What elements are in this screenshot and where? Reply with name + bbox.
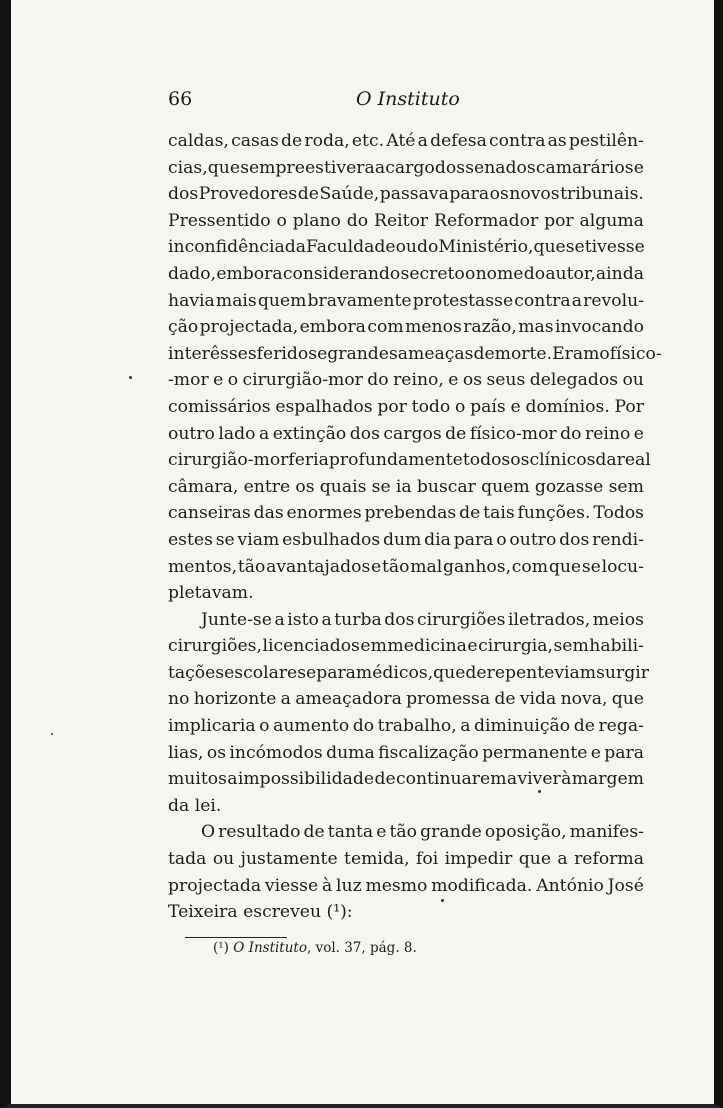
footnote — [213, 940, 417, 956]
text-line: cias, que sempre estivera a cargo dos senados camarários e — [168, 157, 644, 178]
text-line: projectada viesse à luz mesmo modificada. António José — [168, 875, 644, 896]
text-line: inconfidência da Faculdade ou do Ministério, que se tivesse — [168, 237, 645, 258]
text-line: tações escolares e paramédicos, que de repente viam surgir — [168, 662, 649, 683]
text-line: muitos a impossibilidade de continuarem a viver à margem — [168, 769, 644, 790]
text-line: tada ou justamente temida, foi impedir que a reforma — [168, 849, 644, 870]
running-title: O Instituto — [356, 88, 460, 110]
text-line: câmara, entre os quais se ia buscar quem gozasse sem — [168, 476, 644, 497]
text-line: ção projectada, embora com menos razão, mas invocando — [168, 317, 644, 338]
text-line: comissários espalhados por todo o país e domínios. Por — [168, 396, 644, 417]
text-line: Pressentido o plano do Reitor Reformador por alguma — [168, 210, 644, 231]
page-number: 66 — [168, 88, 193, 110]
text-line: pletavam. — [168, 583, 254, 604]
text-line: dos Provedores de Saúde, passava para os novos tribunais. — [168, 184, 644, 205]
scan-speck — [441, 899, 444, 902]
text-line: Teixeira escreveu (¹): — [168, 902, 353, 923]
text-line: cirurgião-mor feria profundamente todos os clínicos da real — [168, 450, 651, 471]
text-line: -mor e o cirurgião-mor do reino, e os seus delegados ou — [168, 370, 644, 391]
text-line: lias, os incómodos duma fiscalização permanente e para — [168, 742, 644, 763]
text-line: implicaria o aumento do trabalho, a diminuição de rega- — [168, 716, 644, 737]
scan-speck — [129, 376, 132, 379]
text-line: cirurgiões, licenciados em medicina e cirurgia, sem habili- — [168, 636, 644, 657]
text-line: interêsses feridos e grandes ameaças de morte. Eram o físico- — [168, 343, 662, 364]
footnote-title: O Instituto — [233, 940, 307, 956]
text-line: havia mais quem bravamente protestasse contra a revolu- — [168, 290, 644, 311]
text-line: da lei. — [168, 795, 222, 816]
footnote-reference: , vol. 37, pág. 8. — [306, 940, 417, 956]
text-line: caldas, casas de roda, etc. Até a defesa contra as pestilên- — [168, 131, 644, 151]
page-header — [11, 88, 714, 114]
text-line: no horizonte a ameaçadora promessa de vida nova, que — [168, 689, 644, 710]
text-line: O resultado de tanta e tão grande oposição, manifes- — [201, 822, 644, 843]
text-line: canseiras das enormes prebendas de tais funções. Todos — [168, 503, 644, 524]
text-line: dado, embora considerando secreto o nome do autor, ainda — [168, 263, 644, 284]
book-page — [11, 0, 714, 1104]
text-line: mentos, tão avantajados e tão mal ganhos, com que se locu- — [168, 556, 644, 577]
text-line: Junte-se a isto a turba dos cirurgiões iletrados, meios — [201, 609, 644, 630]
body-text — [168, 128, 662, 926]
scan-speck — [51, 733, 53, 735]
text-line: estes se viam esbulhados dum dia para o outro dos rendi- — [168, 529, 644, 550]
scan-speck — [538, 790, 541, 793]
footnote-rule — [185, 937, 287, 938]
text-line: outro lado a extinção dos cargos de físico-mor do reino e — [168, 423, 644, 444]
footnote-marker: (¹) — [213, 940, 229, 956]
